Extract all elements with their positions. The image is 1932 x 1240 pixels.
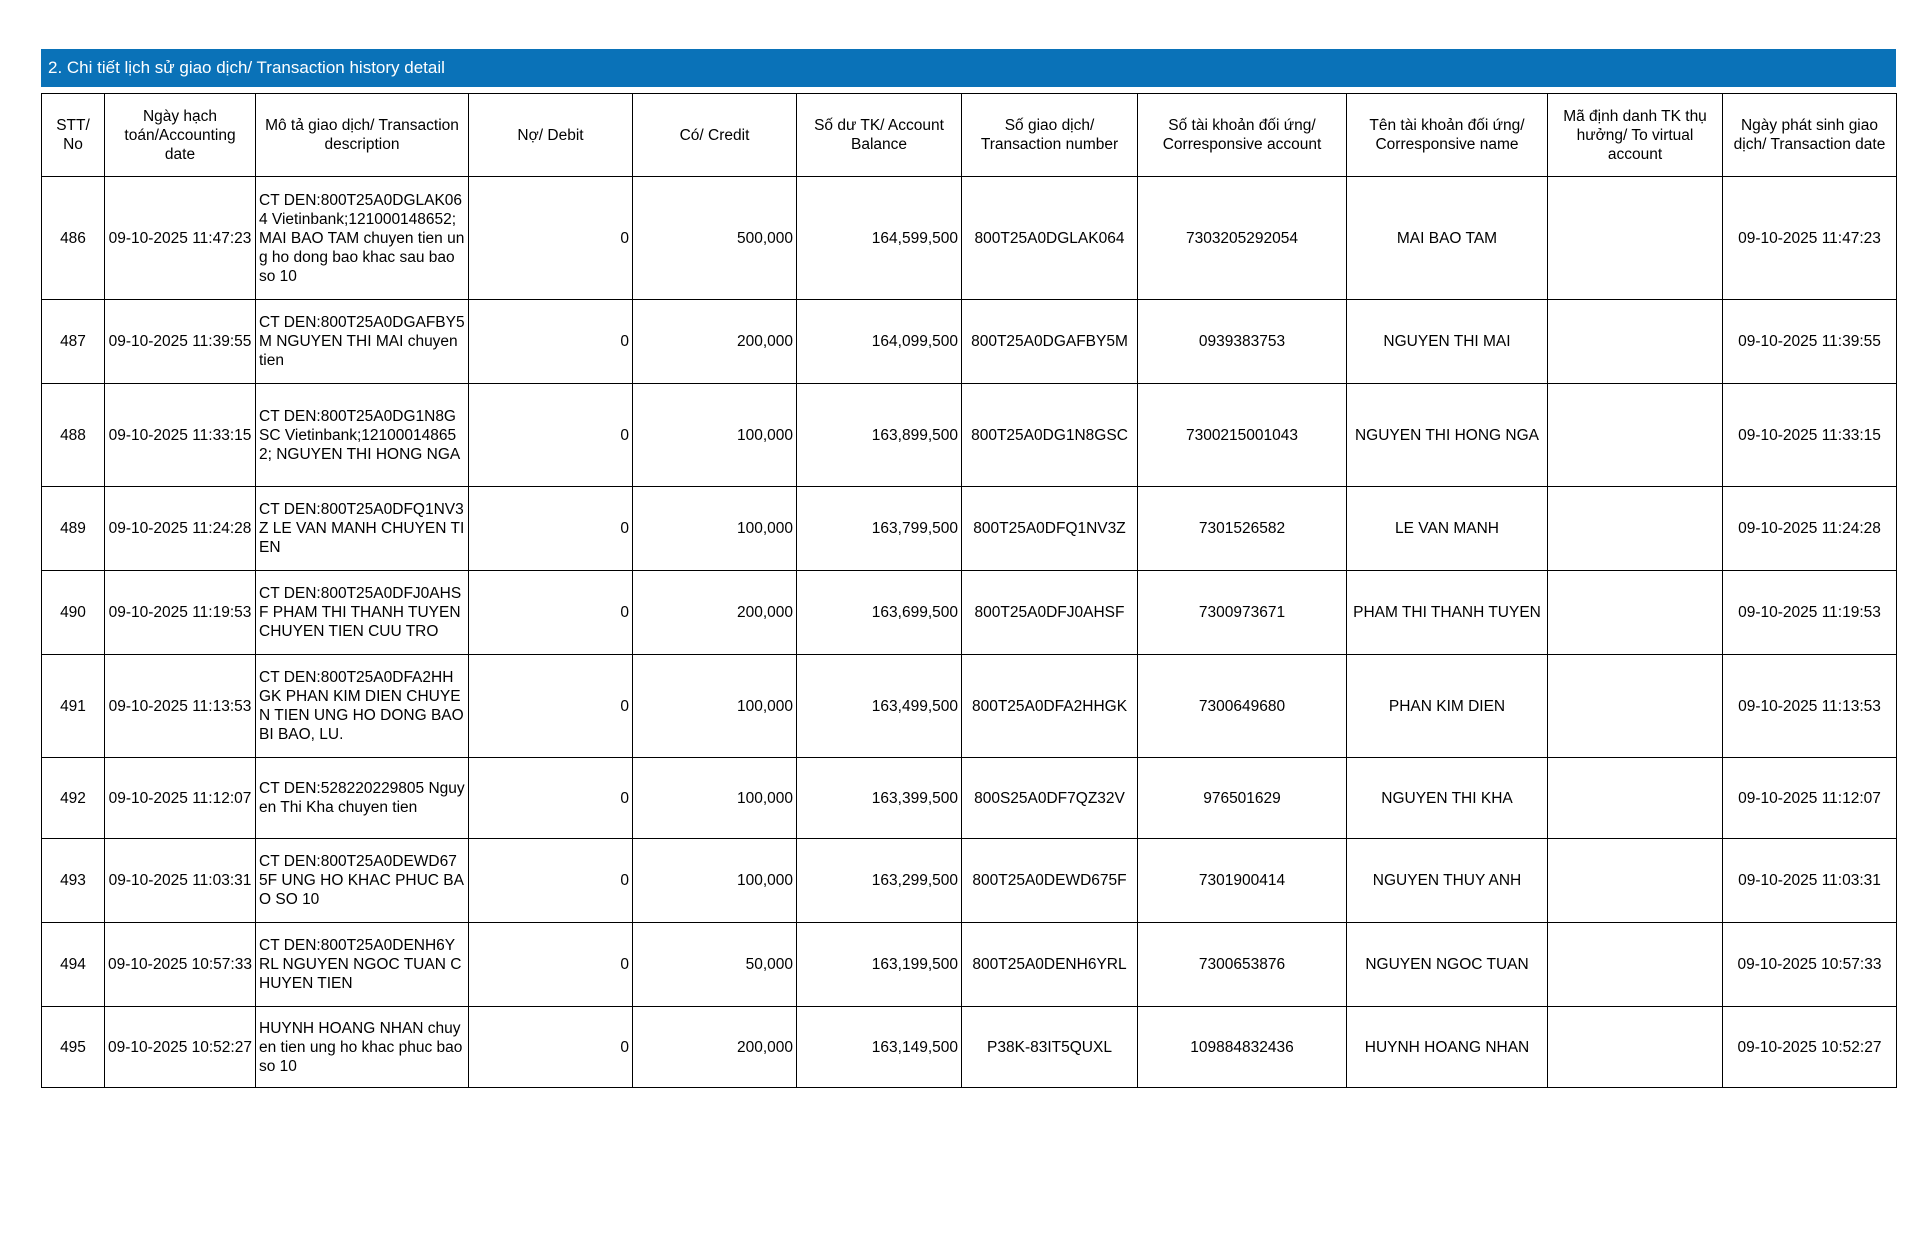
cell-no: 494: [42, 923, 105, 1007]
cell-description: CT DEN:528220229805 Nguyen Thi Kha chuyen tien: [256, 758, 469, 839]
cell-transaction-date: 09-10-2025 11:39:55: [1723, 300, 1897, 384]
table-row: [42, 923, 1897, 1007]
cell-corresponsive-account: 7303205292054: [1138, 177, 1347, 300]
cell-corresponsive-name: PHAM THI THANH TUYEN: [1347, 571, 1548, 655]
cell-credit: 100,000: [633, 839, 797, 923]
col-header-balance: Số dư TK/ Account Balance: [797, 94, 962, 177]
cell-transaction-date: 09-10-2025 11:13:53: [1723, 655, 1897, 758]
cell-balance: 163,199,500: [797, 923, 962, 1007]
table-row: [42, 487, 1897, 571]
cell-debit: 0: [469, 655, 633, 758]
cell-debit: 0: [469, 300, 633, 384]
col-header-virtual-account: Mã định danh TK thụ hưởng/ To virtual account: [1548, 94, 1723, 177]
cell-credit: 100,000: [633, 384, 797, 487]
cell-balance: 164,599,500: [797, 177, 962, 300]
cell-transaction-number: P38K-83IT5QUXL: [962, 1007, 1138, 1088]
cell-credit: 100,000: [633, 487, 797, 571]
cell-credit: 200,000: [633, 571, 797, 655]
cell-accounting-date: 09-10-2025 11:03:31: [105, 839, 256, 923]
cell-debit: 0: [469, 758, 633, 839]
cell-transaction-date: 09-10-2025 11:33:15: [1723, 384, 1897, 487]
cell-corresponsive-account: 0939383753: [1138, 300, 1347, 384]
cell-corresponsive-account: 7300215001043: [1138, 384, 1347, 487]
col-header-corresponsive-account: Số tài khoản đối ứng/ Corresponsive account: [1138, 94, 1347, 177]
table-row: [42, 758, 1897, 839]
cell-description: CT DEN:800T25A0DGAFBY5M NGUYEN THI MAI chuyen tien: [256, 300, 469, 384]
cell-virtual-account: [1548, 571, 1723, 655]
col-header-corresponsive-name: Tên tài khoản đối ứng/ Corresponsive name: [1347, 94, 1548, 177]
table-row: [42, 384, 1897, 487]
cell-corresponsive-account: 7301900414: [1138, 839, 1347, 923]
cell-corresponsive-name: NGUYEN THI HONG NGA: [1347, 384, 1548, 487]
cell-corresponsive-account: 7300973671: [1138, 571, 1347, 655]
cell-balance: 164,099,500: [797, 300, 962, 384]
col-header-accounting-date: Ngày hạch toán/Accounting date: [105, 94, 256, 177]
cell-accounting-date: 09-10-2025 11:47:23: [105, 177, 256, 300]
cell-debit: 0: [469, 923, 633, 1007]
section-title: 2. Chi tiết lịch sử giao dịch/ Transaction history detail: [41, 49, 1896, 87]
cell-credit: 200,000: [633, 300, 797, 384]
cell-description: CT DEN:800T25A0DENH6YRL NGUYEN NGOC TUAN CHUYEN TIEN: [256, 923, 469, 1007]
table-row: [42, 300, 1897, 384]
cell-no: 489: [42, 487, 105, 571]
cell-balance: 163,499,500: [797, 655, 962, 758]
cell-transaction-number: 800T25A0DFQ1NV3Z: [962, 487, 1138, 571]
cell-accounting-date: 09-10-2025 10:57:33: [105, 923, 256, 1007]
cell-transaction-number: 800T25A0DGAFBY5M: [962, 300, 1138, 384]
cell-balance: 163,149,500: [797, 1007, 962, 1088]
cell-accounting-date: 09-10-2025 11:24:28: [105, 487, 256, 571]
cell-transaction-date: 09-10-2025 11:47:23: [1723, 177, 1897, 300]
cell-balance: 163,799,500: [797, 487, 962, 571]
cell-transaction-number: 800S25A0DF7QZ32V: [962, 758, 1138, 839]
cell-no: 488: [42, 384, 105, 487]
cell-corresponsive-name: PHAN KIM DIEN: [1347, 655, 1548, 758]
col-header-credit: Có/ Credit: [633, 94, 797, 177]
cell-virtual-account: [1548, 758, 1723, 839]
table-row: [42, 655, 1897, 758]
table-header-row: [42, 94, 1897, 177]
cell-accounting-date: 09-10-2025 11:39:55: [105, 300, 256, 384]
cell-transaction-number: 800T25A0DENH6YRL: [962, 923, 1138, 1007]
cell-debit: 0: [469, 487, 633, 571]
cell-description: CT DEN:800T25A0DGLAK064 Vietinbank;121000148652; MAI BAO TAM chuyen tien ung ho dong bao khac sau bao so 10: [256, 177, 469, 300]
cell-description: CT DEN:800T25A0DG1N8GSC Vietinbank;121000148652; NGUYEN THI HONG NGA: [256, 384, 469, 487]
cell-virtual-account: [1548, 384, 1723, 487]
cell-no: 490: [42, 571, 105, 655]
cell-transaction-number: 800T25A0DGLAK064: [962, 177, 1138, 300]
cell-description: CT DEN:800T25A0DEWD675F UNG HO KHAC PHUC BAO SO 10: [256, 839, 469, 923]
cell-transaction-date: 09-10-2025 10:52:27: [1723, 1007, 1897, 1088]
cell-transaction-number: 800T25A0DG1N8GSC: [962, 384, 1138, 487]
cell-transaction-date: 09-10-2025 10:57:33: [1723, 923, 1897, 1007]
cell-accounting-date: 09-10-2025 11:33:15: [105, 384, 256, 487]
cell-virtual-account: [1548, 923, 1723, 1007]
cell-balance: 163,299,500: [797, 839, 962, 923]
cell-description: CT DEN:800T25A0DFJ0AHSF PHAM THI THANH TUYEN CHUYEN TIEN CUU TRO: [256, 571, 469, 655]
cell-no: 491: [42, 655, 105, 758]
table-row: [42, 177, 1897, 300]
cell-no: 487: [42, 300, 105, 384]
cell-accounting-date: 09-10-2025 10:52:27: [105, 1007, 256, 1088]
cell-no: 492: [42, 758, 105, 839]
cell-credit: 200,000: [633, 1007, 797, 1088]
cell-description: CT DEN:800T25A0DFA2HHGK PHAN KIM DIEN CHUYEN TIEN UNG HO DONG BAO BI BAO, LU.: [256, 655, 469, 758]
cell-corresponsive-name: HUYNH HOANG NHAN: [1347, 1007, 1548, 1088]
cell-accounting-date: 09-10-2025 11:19:53: [105, 571, 256, 655]
cell-transaction-number: 800T25A0DFA2HHGK: [962, 655, 1138, 758]
cell-corresponsive-account: 7300649680: [1138, 655, 1347, 758]
cell-transaction-number: 800T25A0DFJ0AHSF: [962, 571, 1138, 655]
cell-corresponsive-account: 109884832436: [1138, 1007, 1347, 1088]
cell-virtual-account: [1548, 839, 1723, 923]
cell-corresponsive-account: 7300653876: [1138, 923, 1347, 1007]
cell-description: HUYNH HOANG NHAN chuyen tien ung ho khac phuc bao so 10: [256, 1007, 469, 1088]
cell-credit: 50,000: [633, 923, 797, 1007]
table-row: [42, 1007, 1897, 1088]
table-row: [42, 839, 1897, 923]
cell-corresponsive-name: MAI BAO TAM: [1347, 177, 1548, 300]
cell-transaction-date: 09-10-2025 11:12:07: [1723, 758, 1897, 839]
transaction-table: [41, 93, 1897, 1088]
cell-debit: 0: [469, 571, 633, 655]
cell-corresponsive-name: NGUYEN THI KHA: [1347, 758, 1548, 839]
cell-virtual-account: [1548, 177, 1723, 300]
cell-accounting-date: 09-10-2025 11:12:07: [105, 758, 256, 839]
cell-corresponsive-account: 7301526582: [1138, 487, 1347, 571]
cell-credit: 100,000: [633, 655, 797, 758]
cell-accounting-date: 09-10-2025 11:13:53: [105, 655, 256, 758]
col-header-description: Mô tả giao dịch/ Transaction description: [256, 94, 469, 177]
col-header-transaction-date: Ngày phát sinh giao dịch/ Transaction date: [1723, 94, 1897, 177]
cell-corresponsive-account: 976501629: [1138, 758, 1347, 839]
col-header-no: STT/ No: [42, 94, 105, 177]
cell-description: CT DEN:800T25A0DFQ1NV3Z LE VAN MANH CHUYEN TIEN: [256, 487, 469, 571]
cell-transaction-date: 09-10-2025 11:19:53: [1723, 571, 1897, 655]
cell-no: 493: [42, 839, 105, 923]
cell-virtual-account: [1548, 487, 1723, 571]
cell-corresponsive-name: LE VAN MANH: [1347, 487, 1548, 571]
cell-balance: 163,699,500: [797, 571, 962, 655]
cell-debit: 0: [469, 1007, 633, 1088]
cell-balance: 163,399,500: [797, 758, 962, 839]
table-row: [42, 571, 1897, 655]
cell-virtual-account: [1548, 300, 1723, 384]
cell-debit: 0: [469, 839, 633, 923]
cell-corresponsive-name: NGUYEN THI MAI: [1347, 300, 1548, 384]
col-header-debit: Nợ/ Debit: [469, 94, 633, 177]
cell-no: 495: [42, 1007, 105, 1088]
cell-credit: 100,000: [633, 758, 797, 839]
cell-virtual-account: [1548, 1007, 1723, 1088]
cell-transaction-date: 09-10-2025 11:03:31: [1723, 839, 1897, 923]
cell-corresponsive-name: NGUYEN NGOC TUAN: [1347, 923, 1548, 1007]
cell-credit: 500,000: [633, 177, 797, 300]
cell-balance: 163,899,500: [797, 384, 962, 487]
cell-virtual-account: [1548, 655, 1723, 758]
cell-transaction-number: 800T25A0DEWD675F: [962, 839, 1138, 923]
cell-no: 486: [42, 177, 105, 300]
cell-debit: 0: [469, 177, 633, 300]
cell-debit: 0: [469, 384, 633, 487]
cell-transaction-date: 09-10-2025 11:24:28: [1723, 487, 1897, 571]
col-header-transaction-number: Số giao dịch/ Transaction number: [962, 94, 1138, 177]
cell-corresponsive-name: NGUYEN THUY ANH: [1347, 839, 1548, 923]
